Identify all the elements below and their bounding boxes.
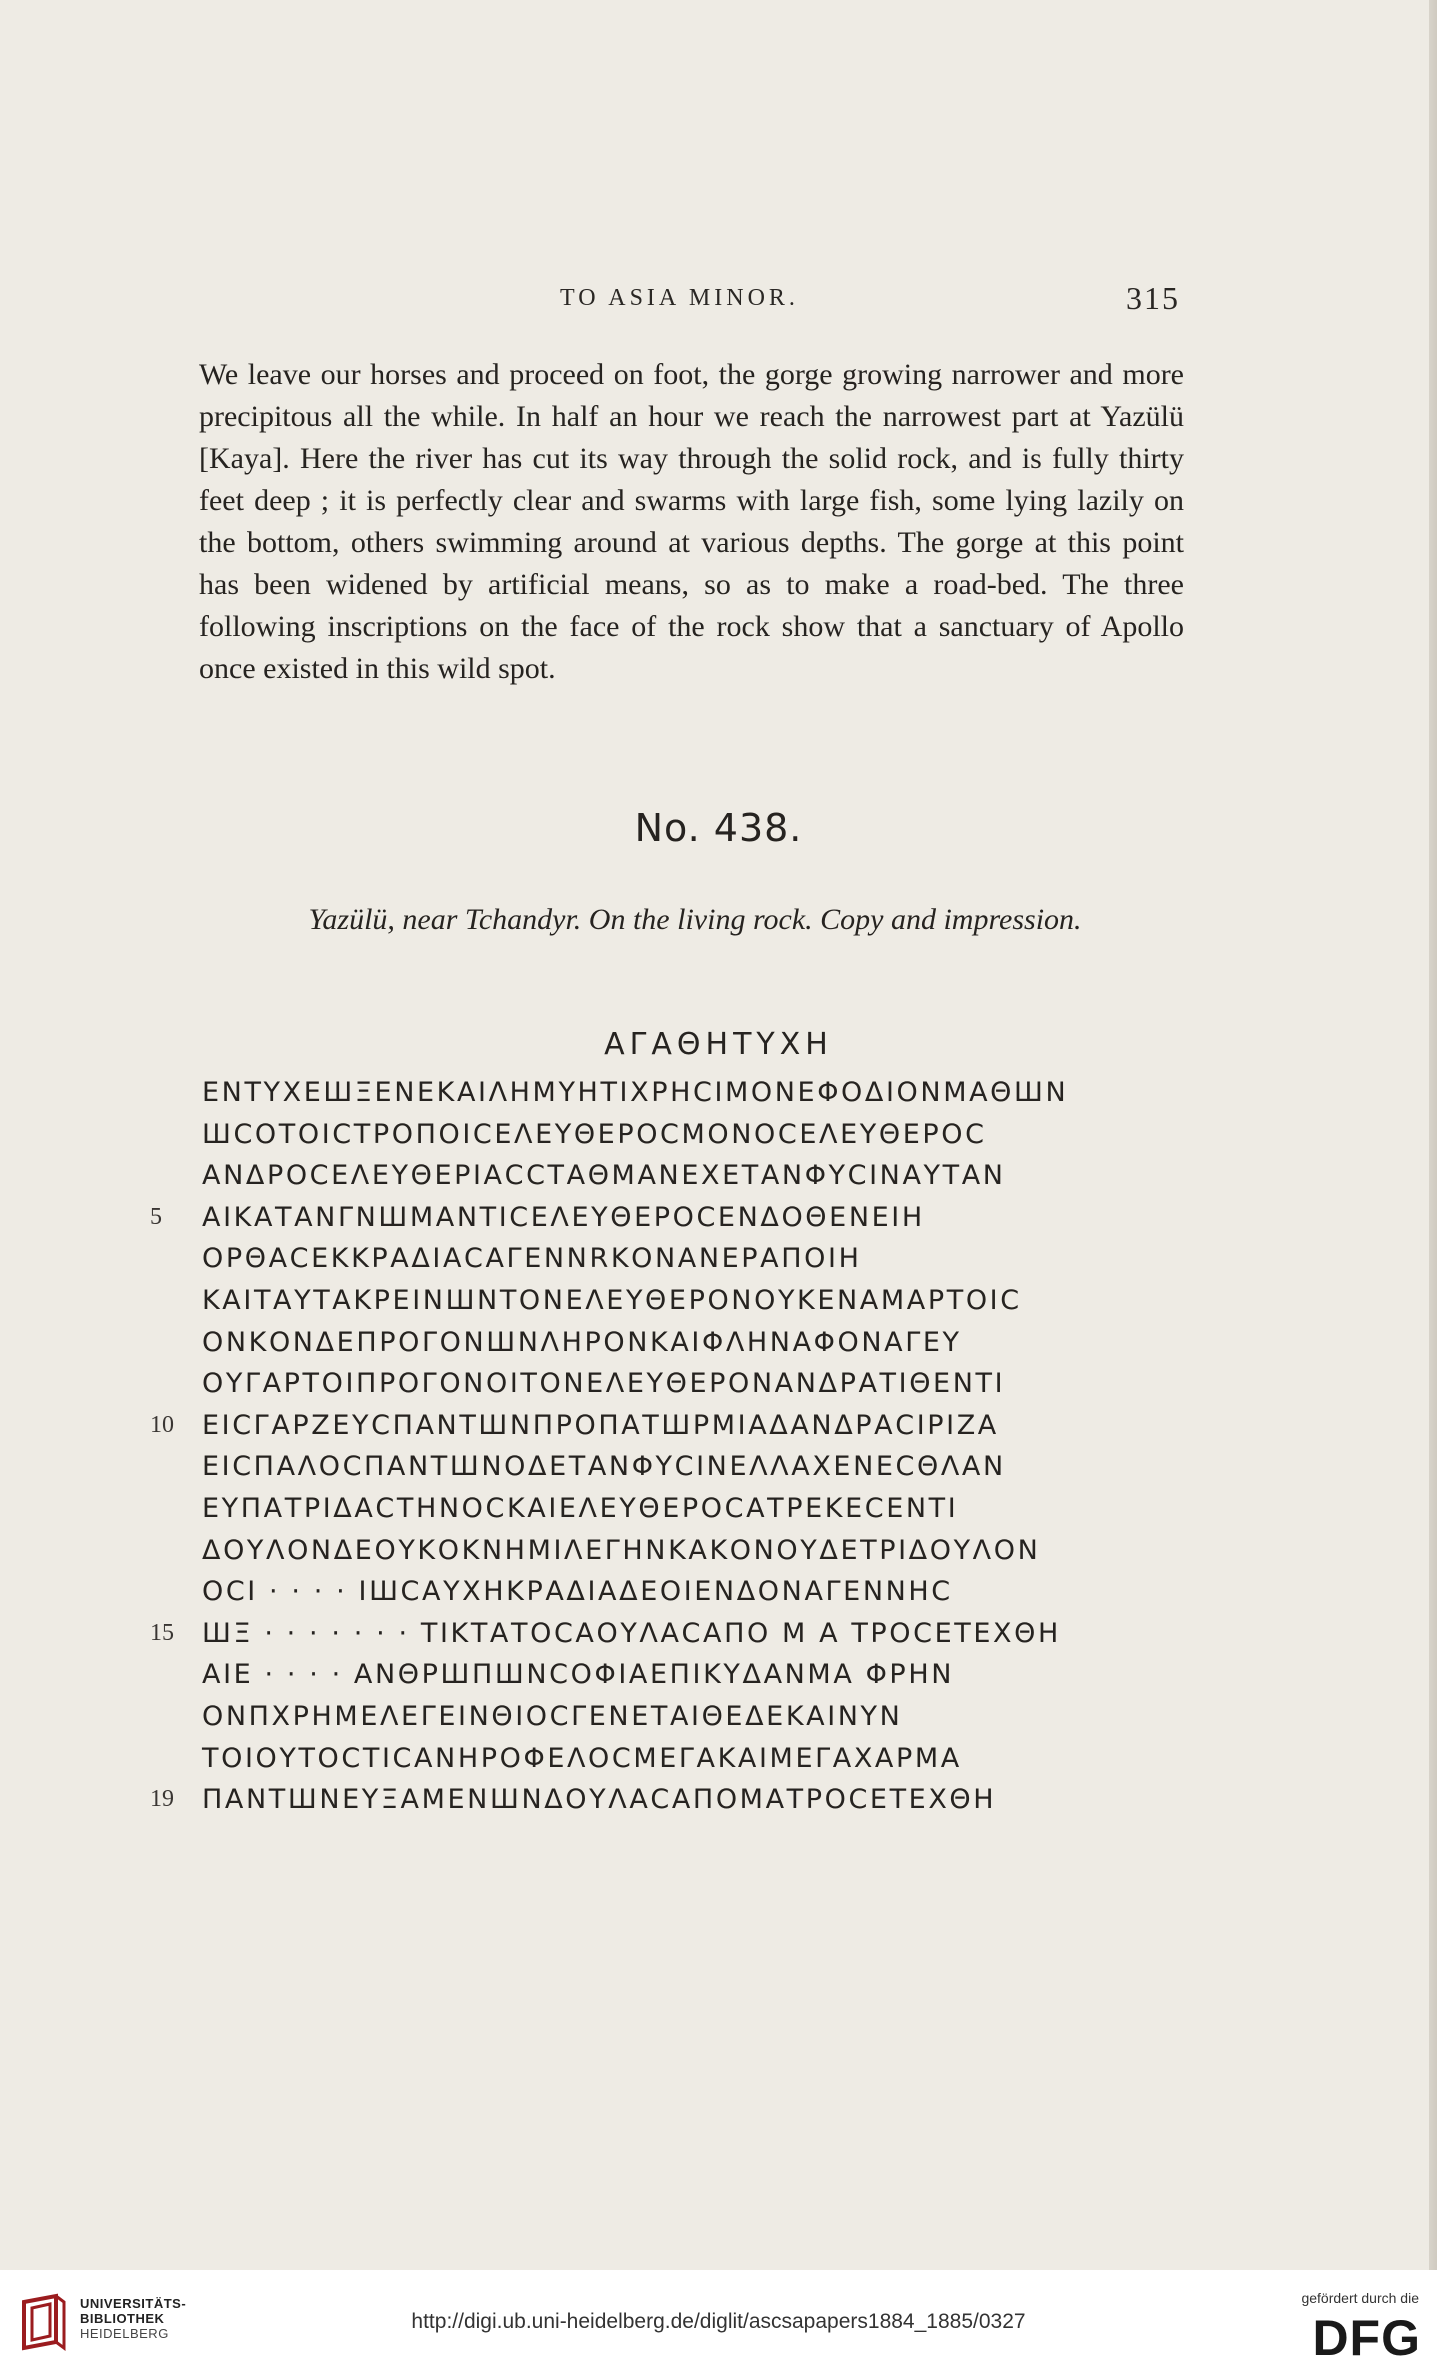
inscription-line <box>150 1405 1210 1447</box>
library-name-line: UNIVERSITÄTS- <box>80 2296 187 2311</box>
line-number: 5 <box>150 1203 162 1230</box>
line-number: 19 <box>150 1786 174 1813</box>
line-text: ΟΡΘΑCΕΚΚΡΑΔΙΑCΑΓΕΝΝRΚΟΝΑΝΕΡΑΠΟΙΗ <box>202 1243 862 1275</box>
line-text: ΕΝΤΥΧΕШΞΕΝΕΚΑΙΛΗΜΥΗΤΙΧΡΗCΙΜΟΝΕΦΟΔΙΟΝΜΑΘШΝ <box>202 1077 1069 1108</box>
inscription-line <box>150 1238 1210 1280</box>
inscription-line <box>150 1654 1210 1696</box>
line-text: ΠΑΝΤШΝΕΥΞΑΜΕΝШΝΔΟΥΛΑCΑΠΟΜΑΤΡΟCΕΤΕΧΘΗ <box>202 1784 997 1816</box>
permalink-url[interactable]: http://digi.ub.uni-heidelberg.de/diglit/ascsapapers1884_1885/0327 <box>411 2310 1026 2333</box>
inscription-line <box>150 1738 1210 1780</box>
line-text: ΑΙΚΑΤΑΝΓΝШΜΑΝΤΙCΕΛΕΥΘΕΡΟCΕΝΔΟΘΕΝΕΙΗ <box>202 1201 925 1233</box>
line-text: ΑΝΔΡΟCΕΛΕΥΘΕΡΙΑCCΤΑΘΜΑΝΕΧΕΤΑΝΦΥCΙΝΑΥΤΑΝ <box>202 1160 1006 1192</box>
line-text: ΟΥΓΑΡΤΟΙΠΡΟΓΟΝΟΙΤΟΝΕΛΕΥΘΕΡΟΝΑΝΔΡΑΤΙΘΕΝΤΙ <box>202 1368 1006 1400</box>
inscription-line <box>150 1114 1210 1156</box>
inscription-line <box>150 1072 1210 1114</box>
funded-by-label: gefördert durch die <box>1301 2290 1419 2306</box>
line-number: 15 <box>150 1619 174 1646</box>
inscription-line <box>150 1530 1210 1572</box>
inscription-number: No. 438. <box>634 806 803 850</box>
inscription-line <box>150 1446 1210 1488</box>
inscription-line <box>150 1613 1210 1655</box>
inscription-title: ΑΓΑΘΗΤΥΧΗ <box>604 1027 833 1062</box>
library-name-line: HEIDELBERG <box>80 2326 169 2341</box>
line-number: 10 <box>150 1411 174 1438</box>
line-text: ШCΟΤΟΙCΤΡΟΠΟΙCΕΛΕΥΘΕΡΟCΜΟΝΟCΕΛΕΥΘΕΡΟC <box>202 1118 987 1150</box>
line-text: ΟΝΚΟΝΔΕΠΡΟΓΟΝШΝΛΗΡΟΝΚΑΙΦΛΗΝΑΦΟΝΑΓΕΥ <box>202 1326 962 1358</box>
inscription-line <box>150 1197 1210 1239</box>
library-name-line: BIBLIOTHEK <box>80 2311 165 2326</box>
inscription-line <box>150 1696 1210 1738</box>
dfg-logo: DFG <box>1312 2310 1421 2366</box>
intro-paragraph: We leave our horses and proceed on foot, the gorge growing narrower and more precipitous all the while. In half an hour we reach the narrowest part at Yazülü [Kaya]. Here the river has cut its way through the solid rock, and is fully thirty feet deep ; it is perfectly clear and swarms with large fish, some lying lazily on the bottom, others swimming around at various depths. The gorge at this point has been widened by artificial means, so as to make a road-bed. The three following inscriptions on the face of the rock show that a sanctuary of Apollo once existed in this wild spot. <box>199 358 1184 685</box>
inscription-line <box>150 1821 1210 1863</box>
inscription-line <box>150 1488 1210 1530</box>
inscription-line <box>150 1571 1210 1613</box>
line-text: ΑΙΕ · · · · ΑΝΘΡШΠШΝCΟΦΙΑΕΠΙΚΥΔΑΝΜΑ ΦΡΗΝ <box>202 1659 955 1691</box>
inscription-line <box>150 1280 1210 1322</box>
line-text: ΟΝΠΧΡΗΜΕΛΕΓΕΙΝΘΙΟCΓΕΝΕΤΑΙΘΕΔΕΚΑΙΝΥΝ <box>202 1700 903 1732</box>
line-text: ΤΟΙΟΥΤΟCΤΙCΑΝΗΡΟΦΕΛΟCΜΕΓΑΚΑΙΜΕΓΑΧΑΡΜΑ <box>202 1742 962 1774</box>
inscription-caption: Yazülü, near Tchandyr. On the living rock. Copy and impression. <box>308 903 1082 936</box>
inscription-line <box>150 1155 1210 1197</box>
digitization-footer <box>0 2270 1437 2379</box>
inscription-line <box>150 1779 1210 1821</box>
line-text: ШΞ · · · · · · · ΤΙΚΤΑΤΟCΑΟΥΛΑCΑΠΟ Μ Α ΤΡΟCΕΤΕΧΘΗ <box>202 1617 1061 1649</box>
line-text: ΕΙCΠΑΛΟCΠΑΝΤШΝΟΔΕΤΑΝΦΥCΙΝΕΛΛΑΧΕΝΕCΘΛΑΝ <box>202 1451 1006 1483</box>
line-text: ΟCΙ · · · · ΙШCΑΥΧΗΚΡΑΔΙΑΔΕΟΙΕΝΔΟΝΑΓΕΝΝΗC <box>202 1576 953 1608</box>
line-text: ΚΑΙΤΑΥΤΑΚΡΕΙΝШΝΤΟΝΕΛΕΥΘΕΡΟΝΟΥΚΕΝΑΜΑΡΤΟΙC <box>202 1284 1022 1316</box>
inscription-line <box>150 1322 1210 1364</box>
line-text: ΔΟΥΛΟΝΔΕΟΥΚΟΚΝΗΜΙΛΕΓΗΝΚΑΚΟΝΟΥΔΕΤΡΙΔΟΥΛΟΝ <box>202 1534 1041 1566</box>
inscription-text <box>150 1072 1210 1862</box>
page-number: 315 <box>1126 280 1180 316</box>
running-head: TO ASIA MINOR. <box>560 285 799 311</box>
inscription-line <box>150 1363 1210 1405</box>
line-text: ΕΥΠΑΤΡΙΔΑCΤΗΝΟCΚΑΙΕΛΕΥΘΕΡΟCΑΤΡΕΚΕCΕΝΤΙ <box>202 1492 959 1524</box>
page-edge <box>1429 0 1437 2270</box>
line-text: ΕΙCΓΑΡΖΕΥCΠΑΝΤШΝΠΡΟΠΑΤШΡΜΙΑΔΑΝΔΡΑCΙΡΙΖΑ <box>202 1409 999 1441</box>
